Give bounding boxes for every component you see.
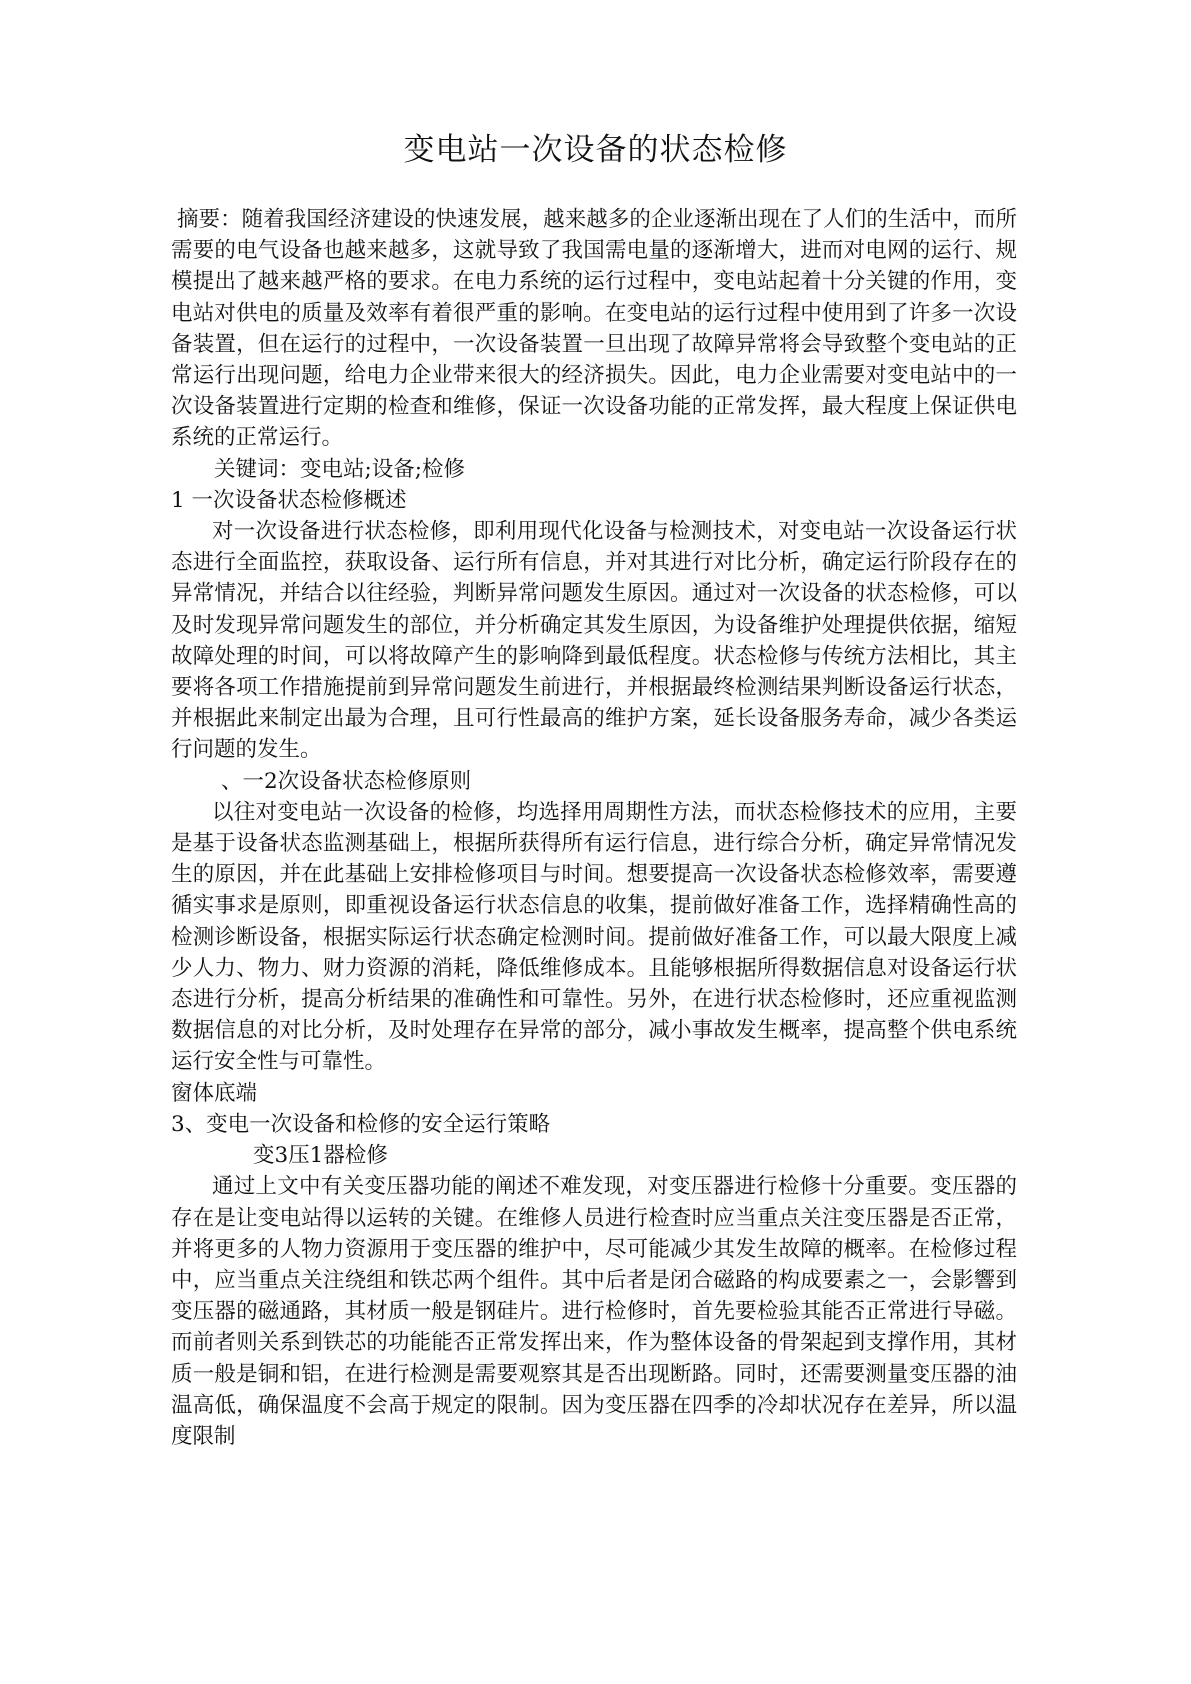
document-title: 变电站一次设备的状态检修 (403, 132, 788, 168)
abstract-paragraph: 摘要：随着我国经济建设的快速发展，越来越多的企业逐渐出现在了人们的生活中，而所需要的电气设备也越来越多，这就导致了我国需电量的逐渐增大，进而对电网的运行、规模提出了越来越严格的要求。在电力系统的运行过程中，变电站起着十分关键的作用，变电站对供电的质量及效率有着很严重的影响。在变电站的运行过程中使用到了许多一次设备装置，但在运行的过程中，一次设备装置一旦出现了故障异常将会导致整个变电站的正常运行出现问题，给电力企业带来很大的经济损失。因此，电力企业需要对变电站中的一次设备装置进行定期的检查和维修，保证一次设备功能的正常发挥，最大程度上保证供电系统的正常运行。 (171, 207, 1017, 451)
section-3-paragraph: 通过上文中有关变压器功能的阐述不难发现，对变压器进行检修十分重要。变压器的存在是让变电站得以运转的关键。在维修人员进行检查时应当重点关注变压器是否正常，并将更多的人物力资源用于变压器的维护中，尽可能减少其发生故障的概率。在检修过程中，应当重点关注绕组和铁芯两个组件。其中后者是闭合磁路的构成要素之一，会影響到变压器的磁通路，其材质一般是钢硅片。进行检修时，首先要检验其能否正常进行导磁。而前者则关系到铁芯的功能能否正常发挥出来，作为整体设备的骨架起到支撑作用，其材质一般是铜和铝，在进行检测是需要观察其是否出现断路。同时，还需要测量变压器的油温高低，确保温度不会高于规定的限制。因为变压器在四季的冷却状况存在差异，所以温度限制 (171, 1174, 1017, 1449)
keywords-line: 关键词：变电站;设备;检修 (214, 456, 465, 482)
section-1-heading: 1 一次设备状态检修概述 (171, 487, 407, 513)
section-3-heading: 3、变电一次设备和检修的安全运行策略 (171, 1111, 551, 1137)
form-bottom-label: 窗体底端 (171, 1080, 258, 1106)
subsection-3-1-heading: 变3压1器检修 (253, 1143, 388, 1169)
document-body (171, 204, 1017, 1452)
section-1-paragraph: 对一次设备进行状态检修，即利用现代化设备与检测技术，对变电站一次设备运行状态进行全面监控，获取设备、运行所有信息，并对其进行对比分析，确定运行阶段存在的异常情况，并结合以往经验，判断异常问题发生原因。通过对一次设备的状态检修，可以及时发现异常问题发生的部位，并分析确定其发生原因，为设备维护处理提供依据，缩短故障处理的时间，可以将故障产生的影响降到最低程度。状态检修与传统方法相比，其主要将各项工作措施提前到异常问题发生前进行，并根据最终检测结果判断设备运行状态，并根据此来制定出最为合理，且可行性最高的维护方案，延长设备服务寿命，减少各类运行问题的发生。 (171, 519, 1017, 763)
section-2-heading: 、一2次设备状态检修原则 (221, 768, 472, 794)
section-2-paragraph: 以往对变电站一次设备的检修，均选择用周期性方法，而状态检修技术的应用，主要是基于设备状态监测基础上，根据所获得所有运行信息，进行综合分析，确定异常情况发生的原因，并在此基础上安排检修项目与时间。想要提高一次设备状态检修效率，需要遵循实事求是原则，即重视设备运行状态信息的收集，提前做好准备工作，选择精确性高的检测诊断设备，根据实际运行状态确定检测时间。提前做好准备工作，可以最大限度上减少人力、物力、财力资源的消耗，降低维修成本。且能够根据所得数据信息对设备运行状态进行分析，提高分析结果的准确性和可靠性。另外，在进行状态检修时，还应重视监测数据信息的对比分析，及时处理存在异常的部分，减小事故发生概率，提高整个供电系统运行安全性与可靠性。 (171, 799, 1017, 1075)
